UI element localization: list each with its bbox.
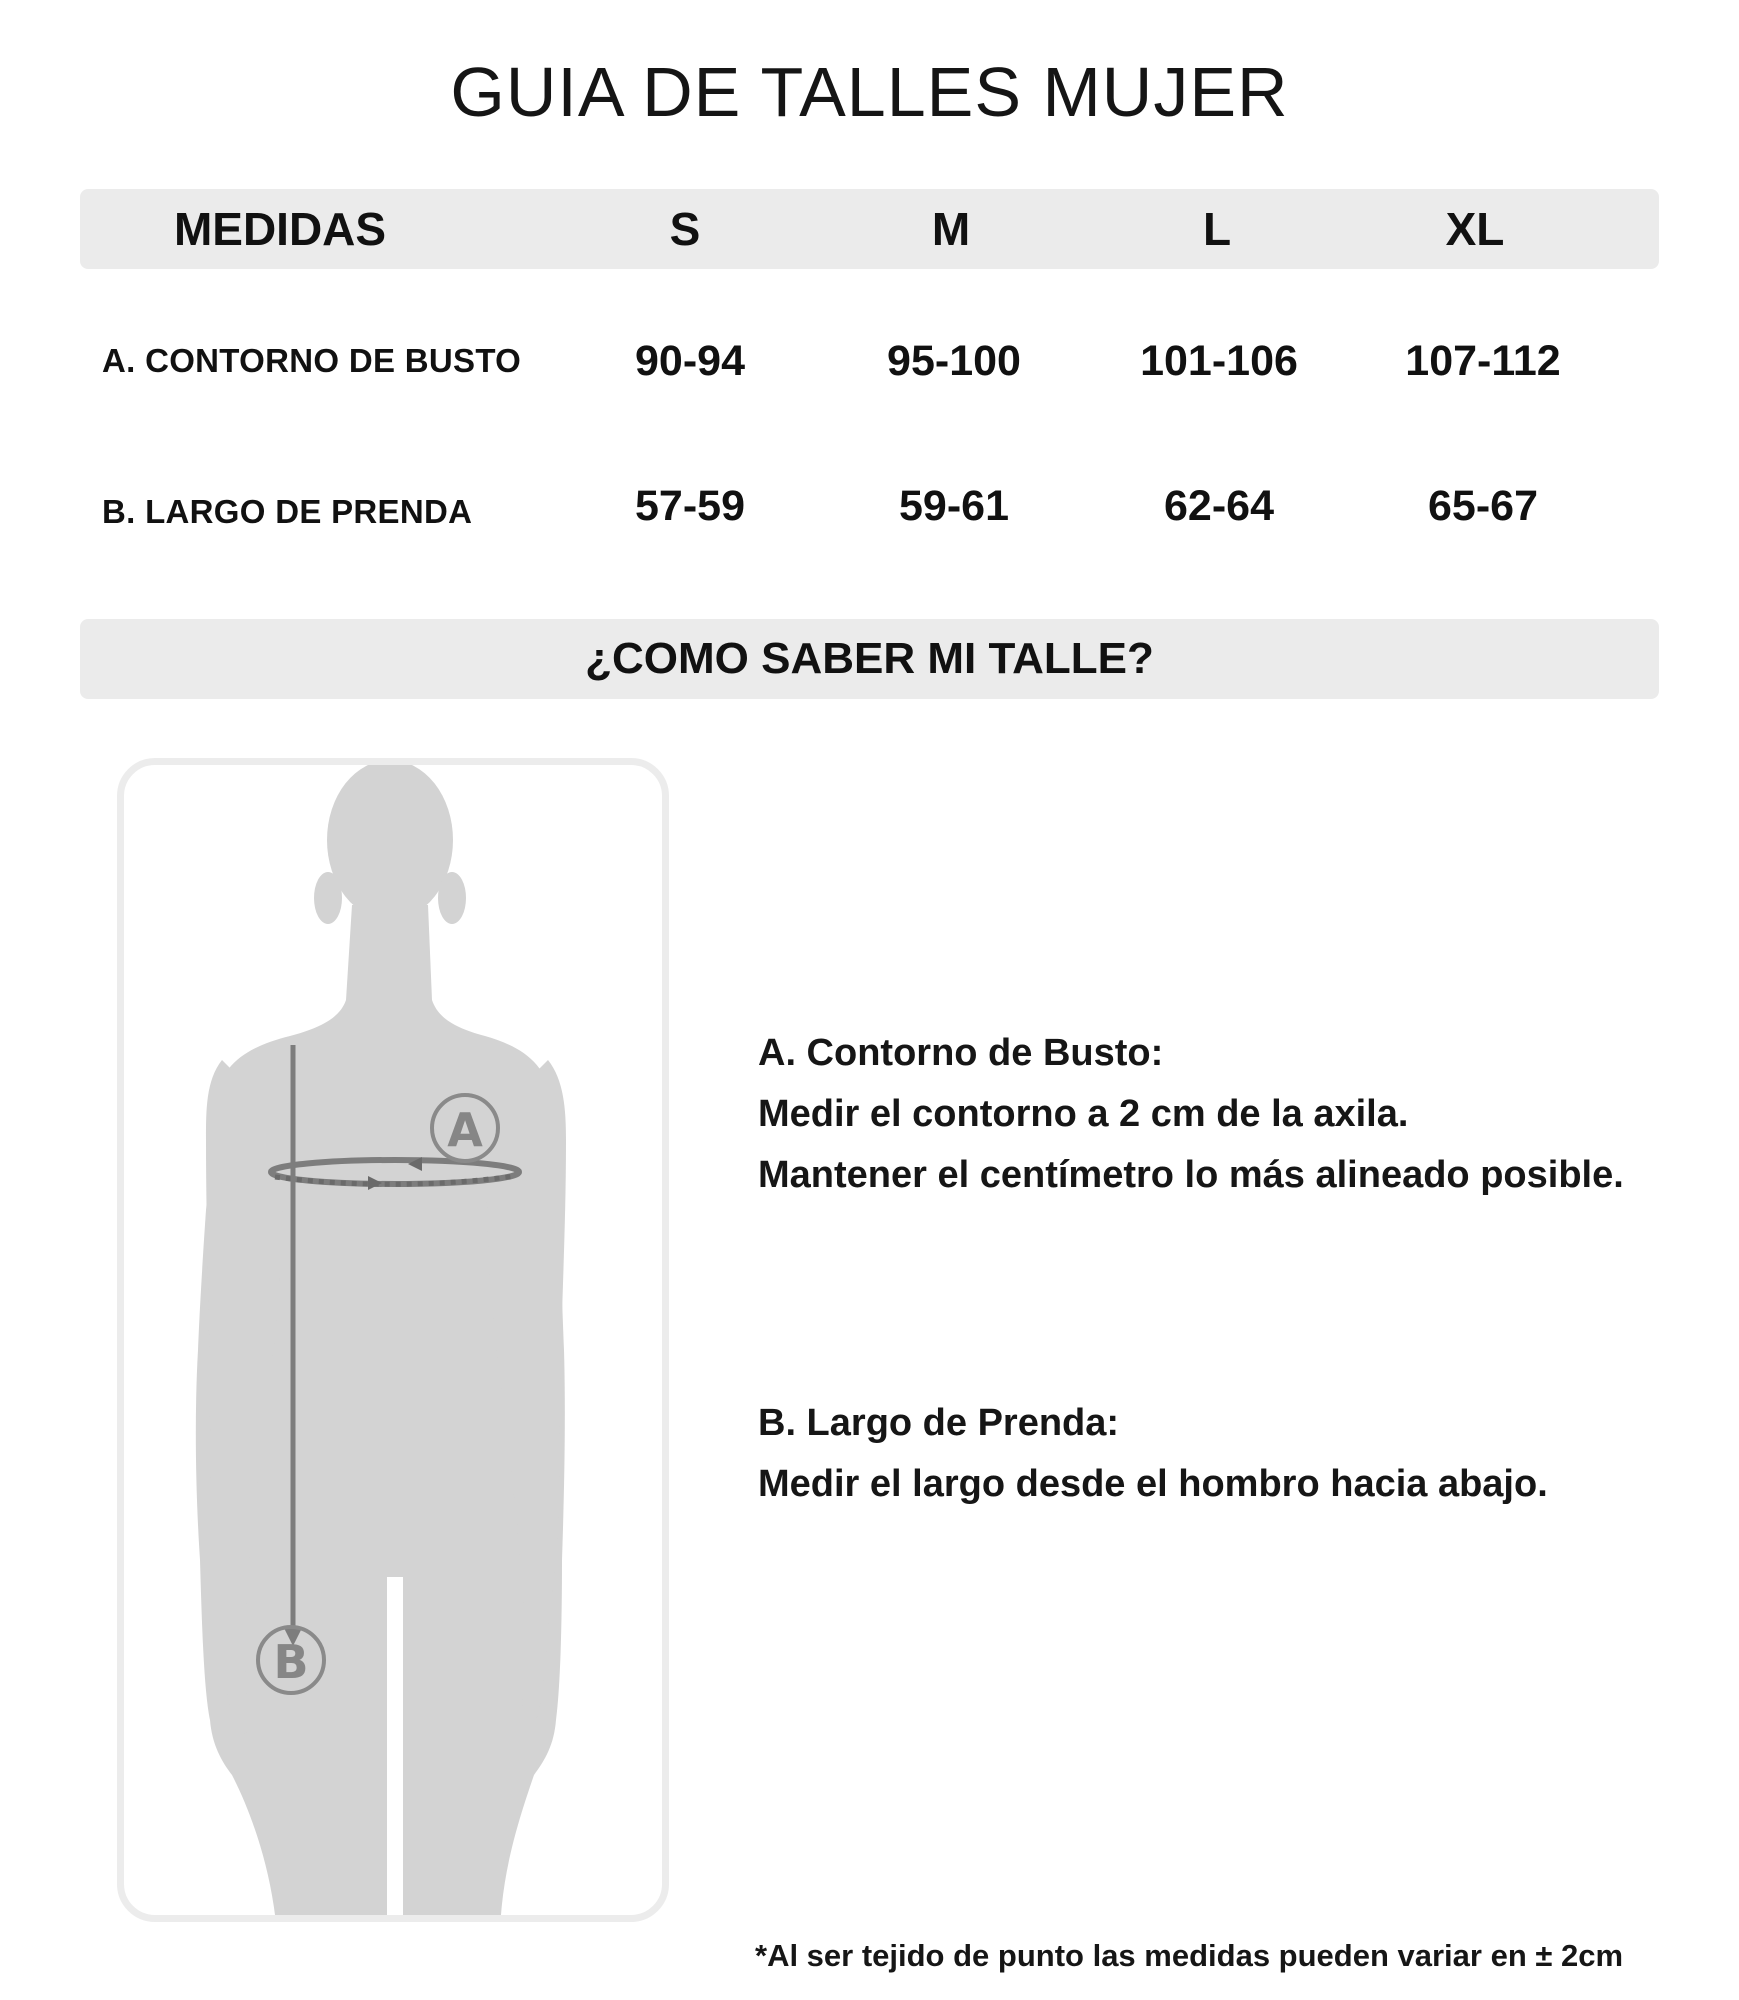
marker-b-label: B (273, 1635, 309, 1689)
length-instructions (758, 1393, 1663, 1515)
length-value-l: 62-64 (1164, 482, 1274, 530)
header-size-l: L (1202, 203, 1232, 255)
body-silhouette-icon (124, 765, 662, 1915)
length-value-m: 59-61 (899, 482, 1009, 530)
bust-value-xl: 107-112 (1405, 337, 1561, 385)
bust-value-s: 90-94 (635, 337, 745, 385)
row-label-bust: A. CONTORNO DE BUSTO (102, 342, 522, 379)
bust-line-2: Mantener el centímetro lo más alineado posible. (758, 1154, 1624, 1196)
footnote: *Al ser tejido de punto las medidas pueden variar en ± 2cm (755, 1938, 1624, 1973)
marker-a-label: A (447, 1103, 483, 1157)
bust-heading: A. Contorno de Busto: (758, 1032, 1164, 1074)
length-text: Medir el largo desde el hombro hacia abajo. (758, 1463, 1548, 1505)
row-label-length: B. LARGO DE PRENDA (102, 493, 473, 530)
page-title: GUIA DE TALLES MUJER (450, 53, 1289, 131)
length-value-xl: 65-67 (1428, 482, 1538, 530)
bust-instructions (758, 1023, 1663, 1206)
bust-value-m: 95-100 (887, 337, 1021, 385)
length-heading: B. Largo de Prenda: (758, 1402, 1120, 1444)
length-value-s: 57-59 (635, 482, 745, 530)
body-figure-frame (117, 758, 669, 1922)
bust-line-1: Medir el contorno a 2 cm de la axila. (758, 1093, 1409, 1135)
bust-value-l: 101-106 (1140, 337, 1298, 385)
header-size-s: S (669, 203, 701, 255)
header-measures: MEDIDAS (173, 203, 387, 255)
header-size-m: M (931, 203, 971, 255)
header-size-xl: XL (1445, 203, 1505, 255)
how-to-title: ¿COMO SABER MI TALLE? (585, 634, 1154, 683)
